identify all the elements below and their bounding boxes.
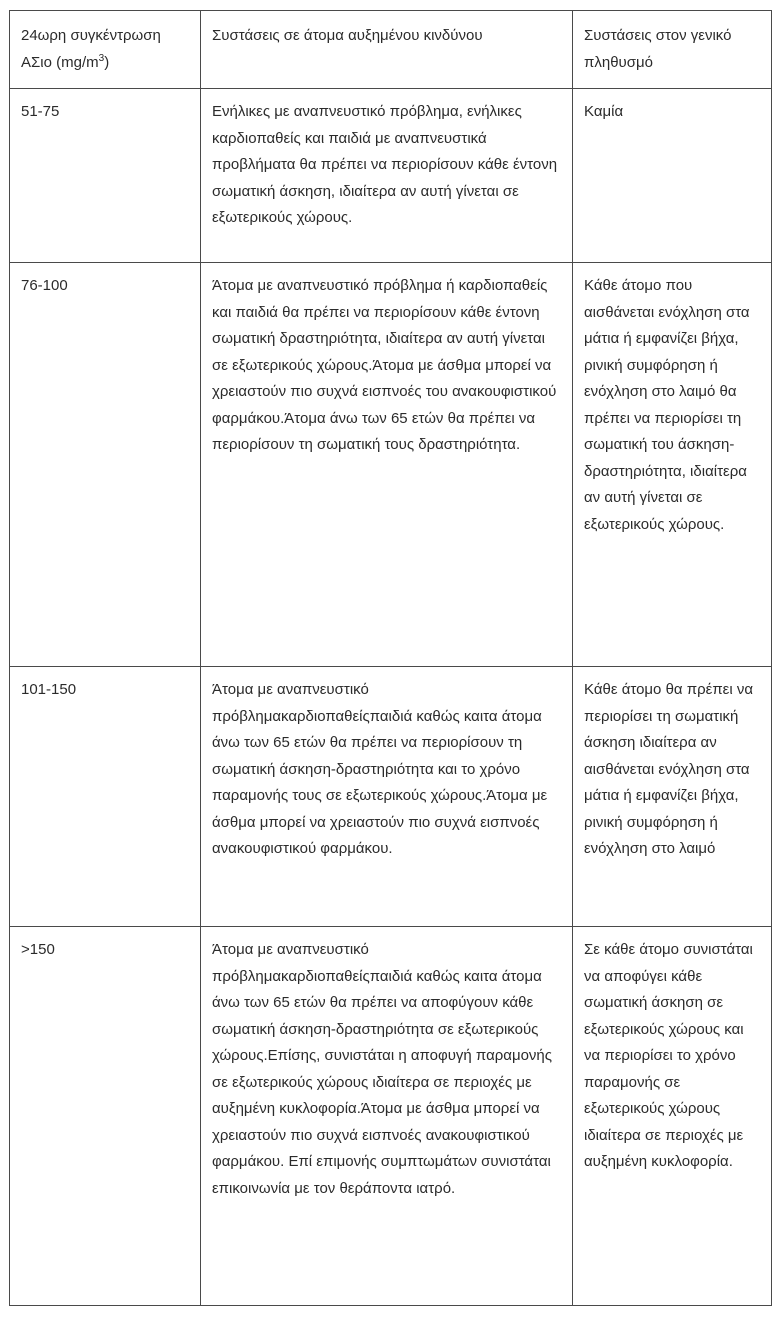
header-concentration-superscript: 3 [98,52,105,64]
cell-general: Κάθε άτομο που αισθάνεται ενόχληση στα μάτια ή εμφανίζει βήχα, ρινική συμφόρηση ή ενόχληση στο λαιμό θα πρέπει να περιορίσει τη σωματική του άσκηση-δραστηριότητα, ιδιαίτερα αν αυτή γίνεται σε εξωτερικούς χώρους. [573,263,772,667]
table-row [10,927,772,1306]
cell-range: 76-100 [10,263,201,667]
recommendations-table [9,10,772,1306]
cell-range: >150 [10,927,201,1306]
cell-range: 51-75 [10,89,201,263]
cell-range: 101-150 [10,667,201,927]
table-row [10,89,772,263]
table-row [10,667,772,927]
table-row [10,263,772,667]
header-concentration-line1: 24ωρη συγκέντρωση [21,27,161,44]
cell-general: Σε κάθε άτομο συνιστάται να αποφύγει κάθε σωματική άσκηση σε εξωτερικούς χώρους και να περιορίσει το χρόνο παραμονής σε εξωτερικούς χώρους ιδιαίτερα σε περιοχές με αυξημένη κυκλοφορία. [573,927,772,1306]
header-high-risk: Συστάσεις σε άτομα αυξημένου κινδύνου [201,11,573,89]
table-header-row [10,11,772,89]
cell-general: Κάθε άτομο θα πρέπει να περιορίσει τη σωματική άσκηση ιδιαίτερα αν αισθάνεται ενόχληση στα μάτια ή εμφανίζει βήχα, ρινική συμφόρηση ή ενόχληση στο λαιμό [573,667,772,927]
header-general-population: Συστάσεις στον γενικό πληθυσμό [573,11,772,89]
cell-high-risk: Άτομα με αναπνευστικό πρόβλημακαρδιοπαθείςπαιδιά καθώς καιτα άτομα άνω των 65 ετών θα πρέπει να αποφύγουν κάθε σωματική άσκηση-δραστηριότητα σε εξωτερικούς χώρους.Επίσης, συνιστάται η αποφυγή παραμονής σε εξωτερικούς χώρους ιδιαίτερα σε περιοχές με αυξημένη κυκλοφορία.Άτομα με άσθμα μπορεί να χρειαστούν πιο συχνά εισπνοές ανακουφιστικού φαρμάκου. Επί επιμονής συμπτωμάτων συνιστάται επικοινωνία με τον θεράποντα ιατρό. [201,927,573,1306]
cell-general: Καμία [573,89,772,263]
header-concentration [10,11,201,89]
cell-high-risk: Άτομα με αναπνευστικό πρόβλημακαρδιοπαθείςπαιδιά καθώς καιτα άτομα άνω των 65 ετών θα πρέπει να περιορίσουν τη σωματική άσκηση-δραστηριότητα και το χρόνο παραμονής τους σε εξωτερικούς χώρους.Άτομα με άσθμα μπορεί να χρειαστούν πιο συχνά εισπνοές ανακουφιστικού φαρμάκου. [201,667,573,927]
header-concentration-line2 [21,50,190,77]
cell-high-risk: Ενήλικες με αναπνευστικό πρόβλημα, ενήλικες καρδιοπαθείς και παιδιά με αναπνευστικά προβλήματα θα πρέπει να περιορίσουν κάθε έντονη σωματική άσκηση, ιδιαίτερα αν αυτή γίνεται σε εξωτερικούς χώρους. [201,89,573,263]
recommendations-table-container [9,10,771,1306]
header-concentration-unit: ΑΣιο (mg/m [21,53,99,71]
cell-high-risk: Άτομα με αναπνευστικό πρόβλημα ή καρδιοπαθείς και παιδιά θα πρέπει να περιορίσουν κάθε έντονη σωματική δραστηριότητα, ιδιαίτερα αν αυτή γίνεται σε εξωτερικούς χώρους.Άτομα με άσθμα μπορεί να χρειαστούν πιο συχνά εισπνοές του ανακουφιστικού φαρμάκου.Άτομα άνω των 65 ετών θα πρέπει να περιορίσουν τη σωματική τους δραστηριότητα. [201,263,573,667]
header-concentration-unit-close: ) [104,53,110,71]
